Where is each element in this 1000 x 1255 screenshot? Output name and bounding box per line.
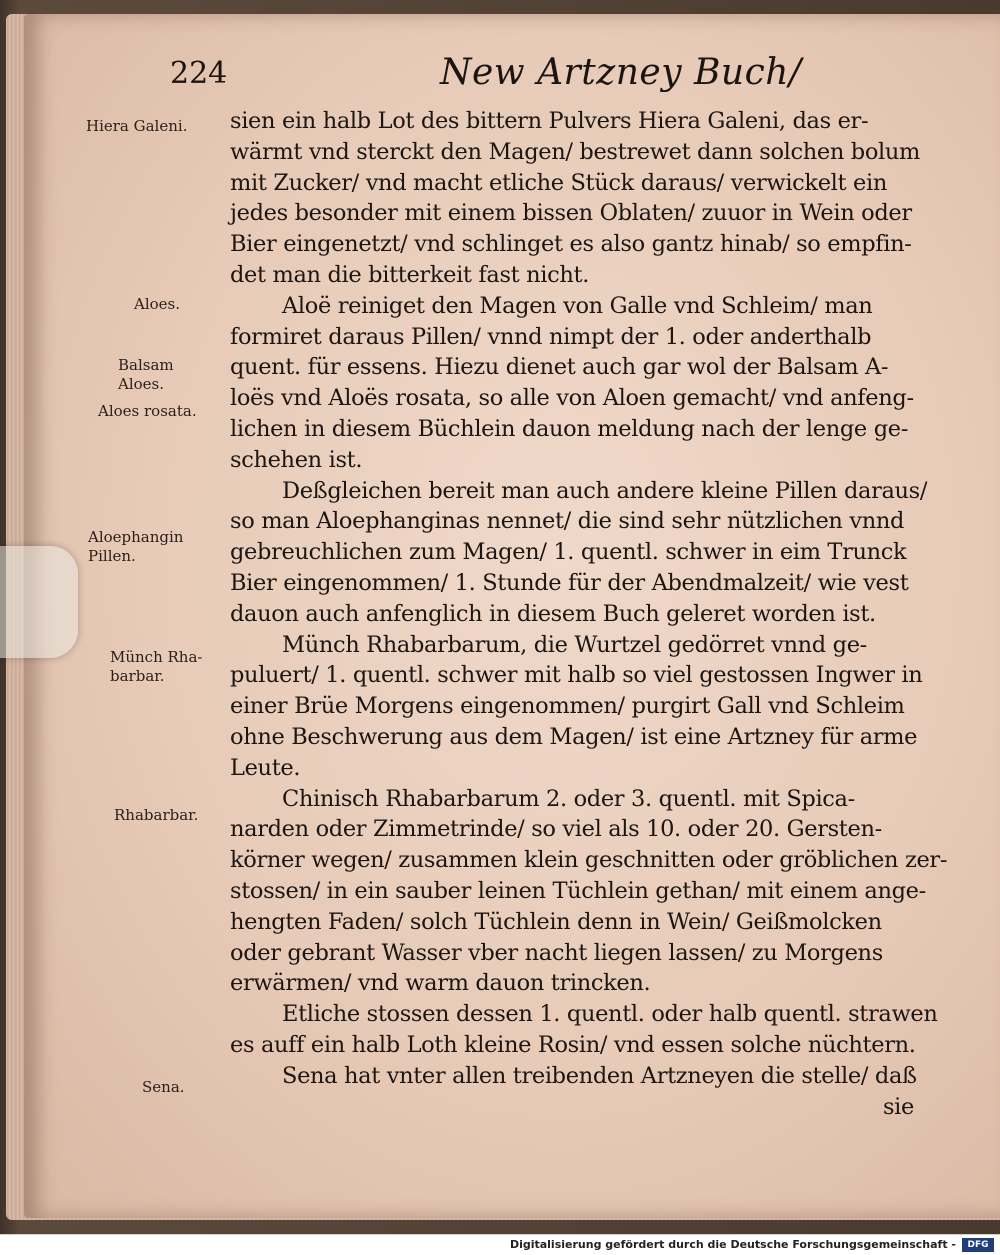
text-line: puluert/ 1. quentl. schwer mit halb so viel gestossen Ingwer in <box>230 662 923 689</box>
text-line: es auff ein halb Loth kleine Rosin/ vnd essen solche nüchtern. <box>230 1031 916 1058</box>
margin-note: Aloes rosata. <box>98 402 197 420</box>
text-line: mit Zucker/ vnd macht etliche Stück daraus/ verwickelt ein <box>230 169 887 196</box>
text-line: stossen/ in ein sauber leinen Tüchlein gethan/ mit einem ange- <box>230 877 926 904</box>
margin-note: Sena. <box>142 1078 185 1096</box>
text-line: hengten Faden/ solch Tüchlein denn in Wein/ Geißmolcken <box>230 908 882 935</box>
margin-note: Hiera Galeni. <box>86 117 188 135</box>
funding-credit: Digitalisierung gefördert durch die Deutsche Forschungsgemeinschaft - <box>509 1238 956 1251</box>
page-number: 224 <box>170 56 228 91</box>
text-line: Bier eingenommen/ 1. Stunde für der Abendmalzeit/ wie vest <box>230 569 909 596</box>
text-line: jedes besonder mit einem bissen Oblaten/ zuuor in Wein oder <box>230 200 912 227</box>
text-line: ohne Beschwerung aus dem Magen/ ist eine Artzney für arme <box>230 723 918 750</box>
text-line: det man die bitterkeit fast nicht. <box>230 261 590 288</box>
text-line: quent. für essens. Hiezu dienet auch gar wol der Balsam A- <box>230 354 889 381</box>
text-line: dauon auch anfenglich in diesem Buch geleret worden ist. <box>230 600 876 627</box>
margin-note: Aloephangin Pillen. <box>88 528 184 565</box>
text-line: wärmt vnd sterckt den Magen/ bestrewet dann solchen bolum <box>230 138 921 165</box>
text-line: gebreuchlichen zum Magen/ 1. quentl. schwer in eim Trunck <box>230 539 907 566</box>
page-tab-marker <box>0 546 78 658</box>
text-line: körner wegen/ zusammen klein geschnitten oder gröblichen zer- <box>230 847 948 874</box>
footer-bar <box>0 1234 1000 1255</box>
text-line: oder gebrant Wasser vber nacht liegen lassen/ zu Morgens <box>230 939 883 966</box>
text-line: Leute. <box>230 754 301 781</box>
text-line: Deßgleichen bereit man auch andere kleine Pillen daraus/ <box>282 477 928 504</box>
catchword: sie <box>882 1093 914 1120</box>
margin-note: Münch Rha- barbar. <box>110 648 203 685</box>
text-line: formiret daraus Pillen/ vnnd nimpt der 1. oder anderthalb <box>230 323 872 350</box>
text-line: so man Aloephanginas nennet/ die sind sehr nützlichen vnnd <box>230 508 905 535</box>
margin-note: Rhabarbar. <box>114 806 199 824</box>
text-line: erwärmen/ vnd warm dauon trincken. <box>230 970 651 997</box>
text-line: Chinisch Rhabarbarum 2. oder 3. quentl. mit Spica- <box>282 785 855 812</box>
margin-note: Balsam Aloes. <box>118 356 174 393</box>
text-line: Sena hat vnter allen treibenden Artzneyen die stelle/ daß <box>282 1062 917 1089</box>
text-line: narden oder Zimmetrinde/ so viel als 10. oder 20. Gersten- <box>230 816 882 843</box>
text-line: Etliche stossen dessen 1. quentl. oder halb quentl. strawen <box>282 1001 938 1028</box>
text-line: Aloë reiniget den Magen von Galle vnd Schleim/ man <box>282 292 873 319</box>
text-line: Münch Rhabarbarum, die Wurtzel gedörret vnnd ge- <box>282 631 867 658</box>
running-title: New Artzney Buch/ <box>440 52 802 93</box>
dfg-logo-icon: DFG <box>962 1238 994 1252</box>
text-line: einer Brüe Morgens eingenommen/ purgirt Gall vnd Schleim <box>230 693 905 720</box>
text-line: schehen ist. <box>230 446 363 473</box>
text-line: Bier eingenetzt/ vnd schlinget es also gantz hinab/ so empfin- <box>230 231 912 258</box>
text-line: lichen in diesem Büchlein dauon meldung nach der lenge ge- <box>230 415 908 442</box>
text-line: loës vnd Aloës rosata, so alle von Aloen gemacht/ vnd anfeng- <box>230 385 914 412</box>
text-line: sien ein halb Lot des bittern Pulvers Hiera Galeni, das er- <box>230 108 869 134</box>
margin-note: Aloes. <box>134 295 181 313</box>
page-header <box>0 52 1000 102</box>
body-text <box>230 106 948 1122</box>
